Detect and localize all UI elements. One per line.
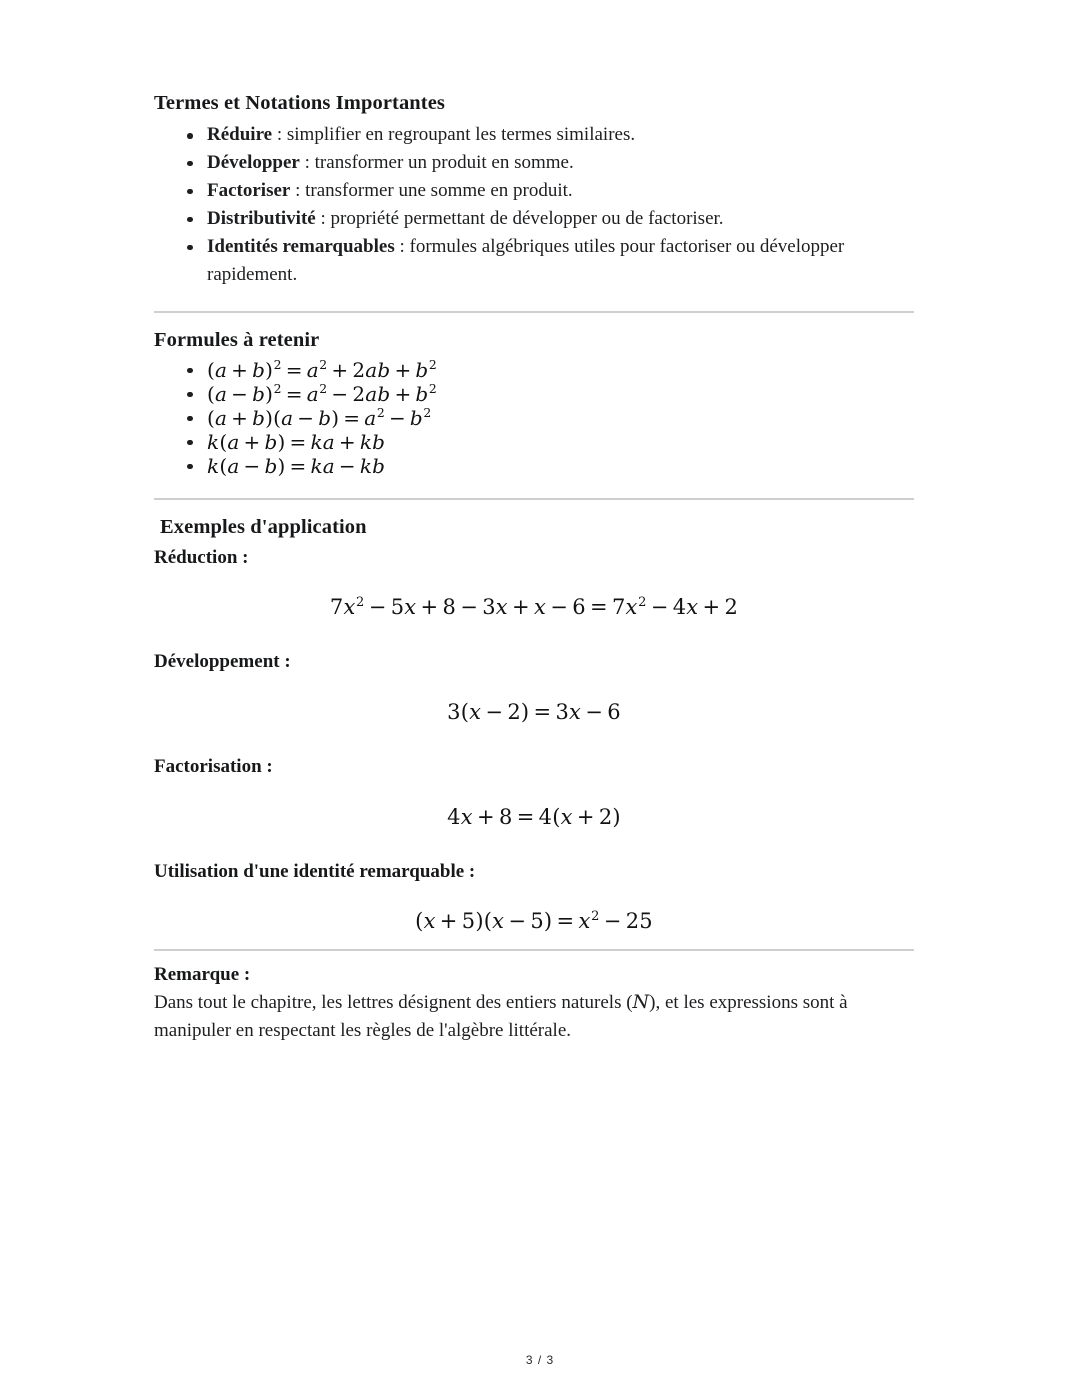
terms-list	[154, 121, 914, 289]
section-examples	[154, 514, 914, 934]
term-definition: transformer un produit en somme.	[314, 151, 574, 173]
term-definition: propriété permettant de développer ou de factoriser.	[330, 207, 724, 229]
term-separator: :	[315, 207, 331, 229]
example-label-reduction: Réduction :	[154, 546, 249, 568]
list-item	[154, 430, 914, 454]
list-item	[154, 149, 914, 177]
example-label-factorisation: Factorisation :	[154, 755, 273, 777]
term-definition: transformer une somme en produit.	[305, 179, 573, 201]
example-label-developpement: Développement :	[154, 651, 291, 673]
remark-title: Remarque :	[154, 964, 251, 986]
remark-text	[154, 988, 914, 1046]
list-item	[154, 233, 914, 289]
formula-expression: $(a + b)(a - b) = a^2 - b^2$	[207, 404, 432, 430]
term-label: Factoriser	[207, 179, 291, 201]
formulas-section-title: Formules à retenir	[154, 328, 320, 351]
page-content	[154, 90, 914, 1046]
term-definition: formules algébriques utiles pour factoriser ou développer rapidement.	[207, 235, 845, 285]
term-label: Développer	[207, 151, 300, 173]
formulas-list	[154, 358, 914, 478]
term-label: Réduire	[207, 124, 273, 146]
list-item	[154, 358, 914, 382]
example-equation-factorisation: 4x + 8 = 4(x + 2)	[447, 804, 621, 829]
example-equation-developpement: 3(x − 2) = 3x − 6	[447, 699, 621, 724]
example-label-identite: Utilisation d'une identité remarquable :	[154, 860, 476, 882]
term-definition: simplifier en regroupant les termes similaires.	[286, 124, 636, 146]
remark-text-before: Dans tout le chapitre, les lettres désignent des entiers naturels (	[154, 991, 633, 1013]
list-item	[154, 406, 914, 430]
term-label: Identités remarquables	[207, 235, 395, 257]
term-separator: :	[394, 235, 410, 257]
page-number-footer: 3 / 3	[525, 1353, 555, 1367]
formula-expression: k(a + b) = ka + kb	[207, 429, 386, 454]
list-item	[154, 454, 914, 478]
term-separator: :	[290, 179, 306, 201]
list-item	[154, 382, 914, 406]
formula-expression: $(a - b)^2 = a^2 - 2ab + b^2$	[207, 380, 437, 406]
term-separator: :	[299, 151, 315, 173]
terms-section-title: Termes et Notations Importantes	[154, 92, 446, 114]
natural-numbers-symbol: N	[632, 990, 650, 1013]
term-label: Distributivité	[207, 207, 316, 229]
examples-section-title: Exemples d'application	[160, 515, 367, 538]
list-item	[154, 177, 914, 205]
example-equation-identite: $(x + 5)(x - 5) = x^2 - 25$	[415, 909, 653, 934]
list-item	[154, 205, 914, 233]
remark-text-after: ), et les expressions sont à manipuler en respectant les règles de l'algèbre littérale.	[154, 991, 848, 1042]
term-separator: :	[272, 124, 287, 146]
section-remark	[154, 962, 914, 1046]
formula-expression: k(a − b) = ka − kb	[207, 453, 386, 478]
list-item	[154, 121, 914, 149]
formula-expression: $(a + b)^2 = a^2 + 2ab + b^2$	[207, 356, 437, 382]
example-equation-reduction: $7x^2 - 5x + 8 - 3x + x - 6 = 7x^2 - 4x + 2$	[329, 595, 739, 620]
section-formulas	[154, 327, 914, 478]
section-terms	[154, 90, 914, 289]
